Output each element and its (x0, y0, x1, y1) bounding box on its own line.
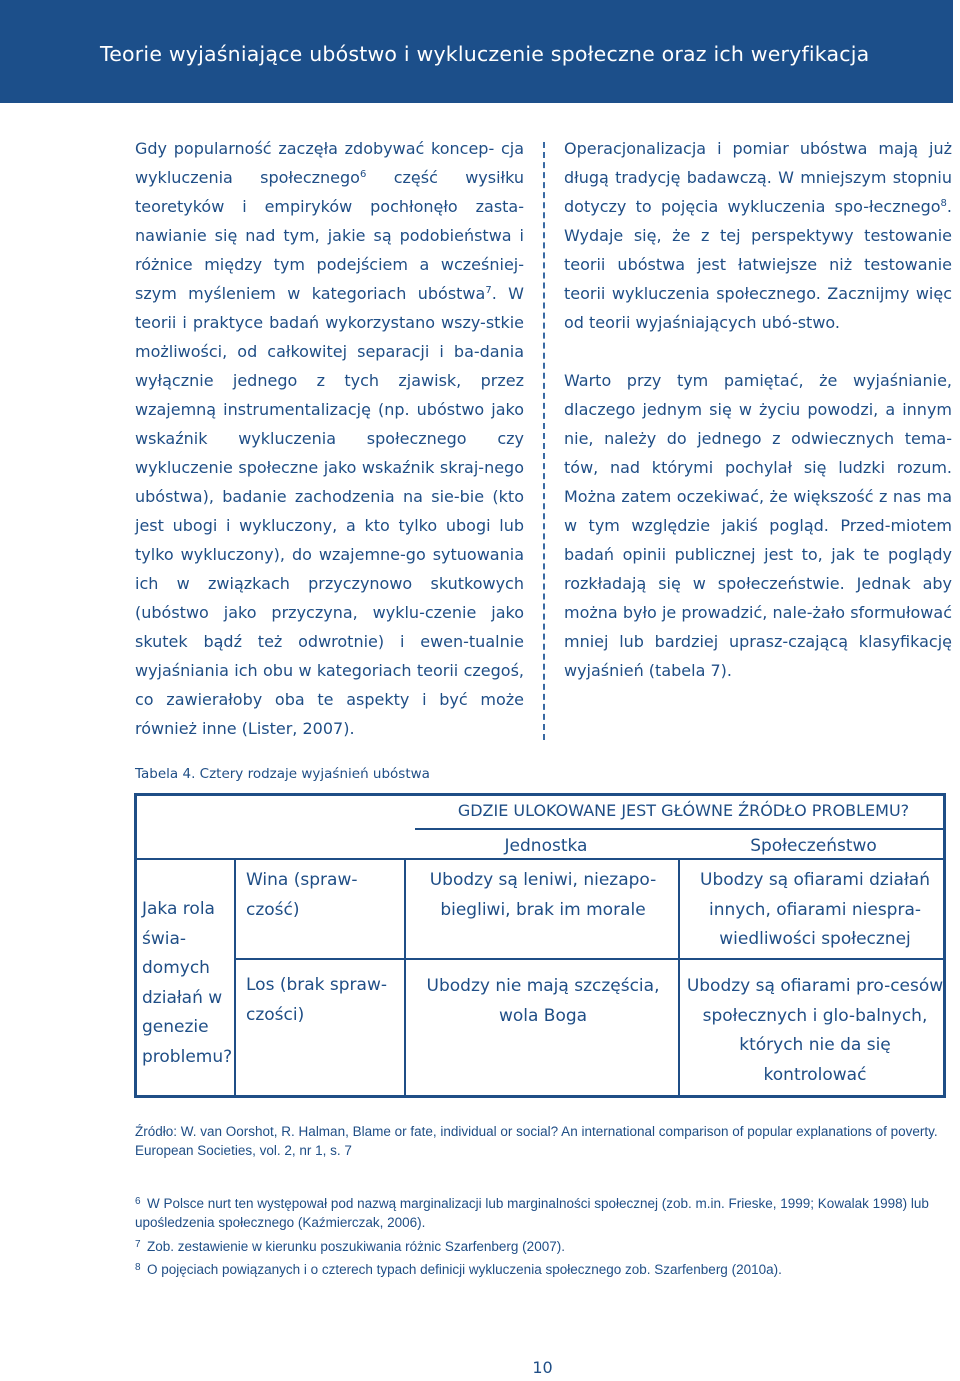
table-row-label-guilt: Wina (spraw-czość) (246, 870, 358, 920)
footnote (135, 1259, 952, 1280)
page-number: 10 (532, 1358, 553, 1377)
table-vline (234, 858, 236, 1098)
text-run: Operacjonalizacja i pomiar ubóstwa mają już długą tradycję badawczą. W mniejszym stopniu dotyczy to pojęcia wykluczenia spo-łecznego (564, 139, 952, 216)
footnote-ref-6[interactable]: 6 (359, 169, 367, 180)
text-run: Gdy popularność zaczęła zdobywać koncep- (135, 139, 495, 158)
left-paragraph (135, 134, 524, 743)
table-row-label-fate: Los (brak spraw-czości) (246, 975, 388, 1025)
text-run: część wysiłku teoretyków i empiryków pochłonęło zasta-nawianie się nad tym, jakie są podobieństwa i różnice między tym podejściem a wcześniej-szym myśleniem w kategoriach ubóstwa (135, 168, 525, 303)
table-col-header-individual: Jednostka (504, 836, 588, 856)
right-column (564, 134, 952, 685)
table-cell-r1c2: Ubodzy są ofiarami działań innych, ofiarami niespra-wiedliwości społecznej (700, 870, 930, 949)
header-title: Teorie wyjaśniające ubóstwo i wykluczenie społeczne oraz ich weryfikacja (100, 42, 870, 66)
footnote-number: 6 (135, 1196, 141, 1207)
footnote-number: 8 (135, 1262, 141, 1273)
text-run: . W teorii i praktyce badań wykorzystano wszy-stkie możliwości, od całkowitej separacji i ba-dania wyłącznie jednego z tych zjawisk, przez wzajemną instrumentalizację (np. ubóstwo jako wskaźnik wykluczenia społecznego czy wykluczenie społeczne jako wskaźnik skraj-nego ubóstwa), badanie zachodzenia na sie-bie (kto jest ubogi i wykluczony, a kto tylko ubogi lub tylko wykluczony), do wzajemne-go sytuowania ich w związkach przyczynowo skutkowych (ubóstwo jako przyczyna, wyklu-czenie jako skutek bądź też odwrotnie) i ewen-tualnie wyjaśniania ich obu w kategoriach teorii czegoś, co zawierałoby oba te aspekty i być może również inne (Lister, 2007). (135, 284, 524, 738)
table-cell-r1c1: Ubodzy są leniwi, niezapo-biegliwi, brak im morale (429, 870, 657, 920)
footnote-number: 7 (135, 1239, 141, 1250)
table-vline (404, 858, 406, 1098)
table-caption: Tabela 4. Cztery rodzaje wyjaśnień ubóstwa (135, 766, 430, 782)
table-col-header-society: Społeczeństwo (750, 836, 877, 856)
table-cell-r2c1: Ubodzy nie mają szczęścia, wola Boga (426, 976, 660, 1026)
footnote-text: W Polsce nurt ten występował pod nazwą marginalizacji lub marginalności społecznej (zob. m.in. Frieske, 1999; Kowalak 1998) lub upośledzenia społecznego (Kaźmierczak, 2006). (135, 1196, 929, 1230)
footnote-ref-8[interactable]: 8 (940, 198, 947, 209)
table-source: Źródło: W. van Oorshot, R. Halman, Blame or fate, individual or social? An international comparison of popular explanations of poverty. European Societies, vol. 2, nr 1, s. 7 (135, 1124, 938, 1158)
footnote-text: O pojęciach powiązanych i o czterech typach definicji wykluczenia społecznego zob. Szarfenberg (2010a). (147, 1262, 782, 1277)
footnote (135, 1236, 952, 1257)
table-hline (134, 858, 946, 860)
footnote (135, 1193, 952, 1232)
table-cell-r2c2: Ubodzy są ofiarami pro-cesów społecznych i glo-balnych, których nie da się kontrolować (686, 976, 944, 1085)
table-vline (678, 858, 680, 1098)
footnote-ref-7[interactable]: 7 (485, 285, 492, 296)
text-run: cja wykluczenia społecznego (135, 139, 524, 187)
table-hline (234, 958, 946, 960)
text-run: . Wydaje się, że z tej perspektywy testowanie teorii ubóstwa jest łatwiejsze niż testowanie teorii wykluczenia społecznego. Zacznijmy więc od teorii wyjaśniających ubó-stwo. (564, 197, 952, 332)
table-header-divider (415, 828, 946, 830)
right-paragraph-1 (564, 134, 952, 337)
table-row-header: Jaka rola świa-domych działań w genezie problemu? (142, 899, 233, 1067)
right-paragraph-2: Warto przy tym pamiętać, że wyjaśnianie, dlaczego jednym się w życiu powodzi, a innym nie, należy do jednego z odwiecznych tema-tów, nad którymi pochylał się ludzki rozum. Można zatem oczekiwać, że większość z nas ma w tym względzie jakiś pogląd. Przed-miotem badań opinii publicznej jest to, jak te poglądy rozkładają się w społeczeństwie. Jednak aby można było je prowadzić, nale-żało sformułować mniej lub bardziej uprasz-czającą klasyfikację wyjaśnień (tabela 7). (564, 371, 952, 680)
column-divider (543, 142, 545, 740)
table-header: GDZIE ULOKOWANE JEST GŁÓWNE ŹRÓDŁO PROBLEMU? (457, 801, 910, 820)
left-column (135, 134, 524, 743)
page-header (0, 0, 953, 103)
footnote-text: Zob. zestawienie w kierunku poszukiwania różnic Szarfenberg (2007). (147, 1239, 565, 1254)
